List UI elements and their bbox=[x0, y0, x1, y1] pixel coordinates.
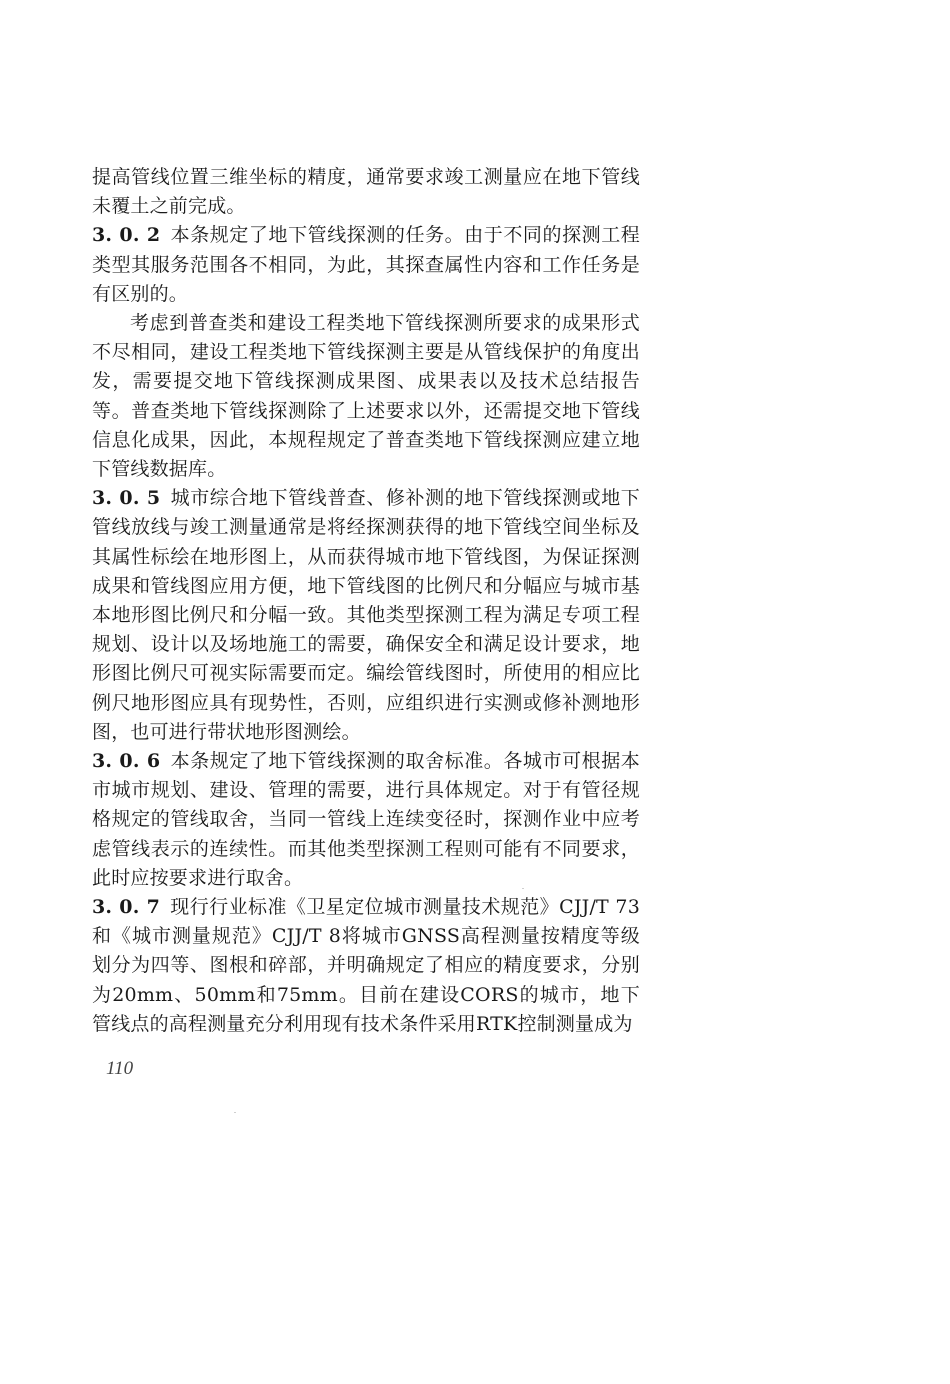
clause-number: 3. 0. 6 bbox=[92, 750, 161, 773]
text-block bbox=[92, 163, 640, 1039]
paragraph-clause-3-0-2 bbox=[92, 221, 640, 309]
clause-text: 本条规定了地下管线探测的任务。由于不同的探测工程类型其服务范围各不相同，为此，其探查属性内容和工作任务是有区别的。 bbox=[92, 224, 640, 305]
paragraph-1 bbox=[92, 163, 640, 221]
clause-text: 本条规定了地下管线探测的取舍标准。各城市可根据本市城市规划、建设、管理的需要，进行具体规定。对于有管径规格规定的管线取舍，当同一管线上连续变径时，探测作业中应考虑管线表示的连续性。而其他类型探测工程则可能有不同要求，此时应按要求进行取舍。 bbox=[92, 750, 640, 889]
page-number: 110 bbox=[106, 1058, 134, 1079]
clause-number: 3. 0. 5 bbox=[92, 487, 161, 510]
clause-text: 城市综合地下管线普查、修补测的地下管线探测或地下管线放线与竣工测量通常是将经探测获得的地下管线空间坐标及其属性标绘在地形图上，从而获得城市地下管线图，为保证探测成果和管线图应用方便，地下管线图的比例尺和分幅应与城市基本地形图比例尺和分幅一致。其他类型探测工程为满足专项工程规划、设计以及场地施工的需要，确保安全和满足设计要求，地形图比例尺可视实际需要而定。编绘管线图时，所使用的相应比例尺地形图应具有现势性，否则，应组织进行实测或修补测地形图，也可进行带状地形图测绘。 bbox=[92, 487, 640, 743]
page-body bbox=[92, 163, 640, 1083]
scan-speck bbox=[522, 888, 524, 889]
paragraph-clause-3-0-6 bbox=[92, 747, 640, 893]
clause-text: 现行行业标准《卫星定位城市测量技术规范》CJJ/T 73和《城市测量规范》CJJ/T 8将城市GNSS高程测量按精度等级划分为四等、图根和碎部，并明确规定了相应的精度要求，分别为20mm、50mm和75mm。目前在建设CORS的城市，地下管线点的高程测量充分利用现有技术条件采用RTK控制测量成为 bbox=[92, 896, 640, 1035]
clause-number: 3. 0. 2 bbox=[92, 224, 161, 247]
clause-number: 3. 0. 7 bbox=[92, 896, 161, 919]
scan-speck bbox=[234, 1112, 236, 1113]
paragraph-clause-3-0-7 bbox=[92, 893, 640, 1039]
paragraph-clause-3-0-5 bbox=[92, 484, 640, 747]
paragraph-3 bbox=[92, 309, 640, 484]
paragraph-3-text: 考虑到普查类和建设工程类地下管线探测所要求的成果形式不尽相同，建设工程类地下管线探测主要是从管线保护的角度出发，需要提交地下管线探测成果图、成果表以及技术总结报告等。普查类地下管线探测除了上述要求以外，还需提交地下管线信息化成果，因此，本规程规定了普查类地下管线探测应建立地下管线数据库。 bbox=[92, 312, 640, 481]
paragraph-1-text: 提高管线位置三维坐标的精度，通常要求竣工测量应在地下管线未覆土之前完成。 bbox=[92, 166, 640, 218]
